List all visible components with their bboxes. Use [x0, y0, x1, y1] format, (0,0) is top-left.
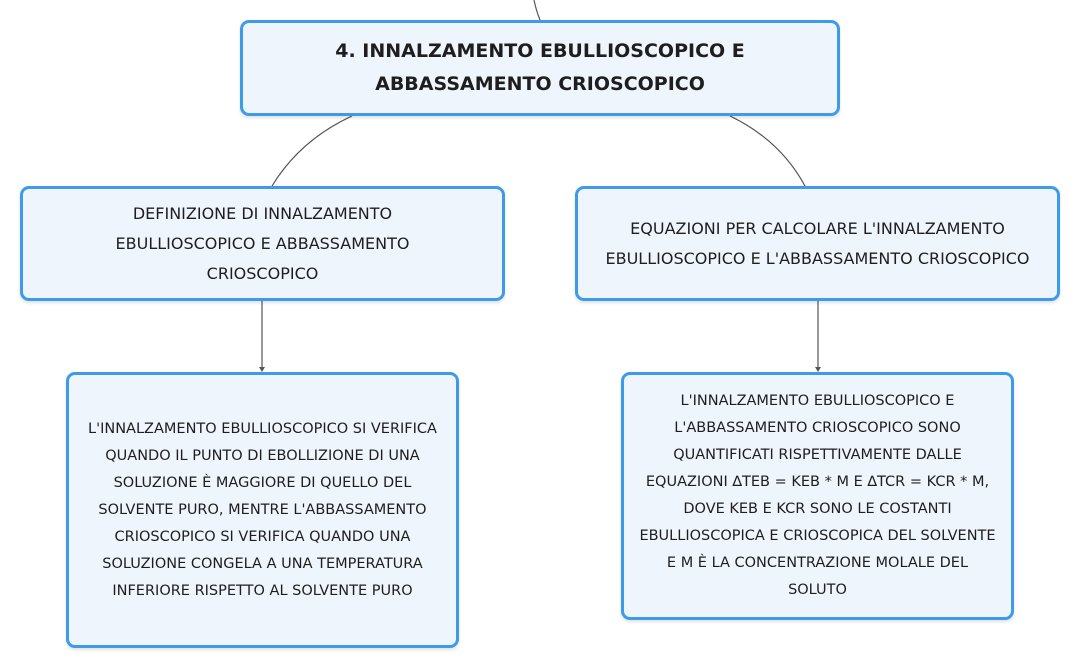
equations-topic-node[interactable]: [575, 186, 1060, 301]
equations-topic-label: EQUAZIONI PER CALCOLARE L'INNALZAMENTO EBULLIOSCOPICO E L'ABBASSAMENTO CRIOSCOPICO: [605, 218, 1030, 268]
connector-from-parent: [534, 0, 540, 20]
connector-root-to-equations: [730, 116, 805, 186]
root-topic-node[interactable]: [240, 20, 840, 116]
equations-detail-text: L'INNALZAMENTO EBULLIOSCOPICO E L'ABBASSAMENTO CRIOSCOPICO SONO QUANTIFICATI RISPETTIVAMENTE DALLE EQUAZIONI ∆TEB = KEB * M E ∆TCR = KCR * M, DOVE KEB E KCR SONO LE COSTANTI EBULLIOSCOPICA E CRIOSCOPICA DEL SOLVENTE E M È LA CONCENTRAZIONE MOLALE DEL SOLUTO: [639, 393, 996, 598]
root-topic-label: 4. INNALZAMENTO EBULLIOSCOPICO E ABBASSAMENTO CRIOSCOPICO: [335, 40, 745, 95]
definition-detail-text: L'INNALZAMENTO EBULLIOSCOPICO SI VERIFICA QUANDO IL PUNTO DI EBOLLIZIONE DI UNA SOLUZIONE È MAGGIORE DI QUELLO DEL SOLVENTE PURO, MENTRE L'ABBASSAMENTO CRIOSCOPICO SI VERIFICA QUANDO UNA SOLUZIONE CONGELA A UNA TEMPERATURA INFERIORE RISPETTO AL SOLVENTE PURO: [88, 420, 437, 599]
definition-topic-label: DEFINIZIONE DI INNALZAMENTO EBULLIOSCOPICO E ABBASSAMENTO CRIOSCOPICO: [115, 203, 410, 283]
definition-detail-node[interactable]: [66, 372, 459, 648]
equations-detail-node[interactable]: [621, 372, 1014, 620]
definition-topic-node[interactable]: [20, 186, 505, 301]
connector-root-to-definition: [272, 116, 352, 186]
